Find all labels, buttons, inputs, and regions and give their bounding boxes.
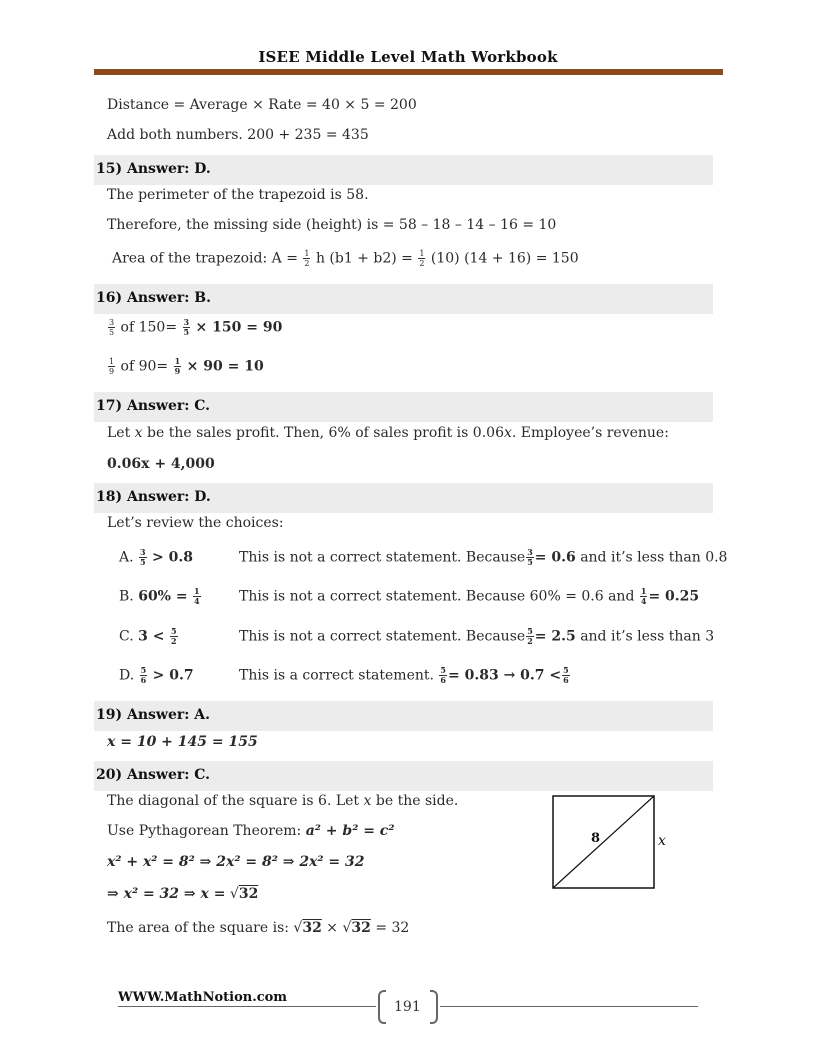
choice-b-explanation: This is not a correct statement. Because 60% = 0.6 and $\frac{1}{4}$ = 0.25 [239, 586, 700, 606]
side-label: x [658, 833, 666, 849]
answer-band-19 [94, 701, 713, 731]
choice-d: D. $\frac{5}{6}$ > 0.7 [119, 665, 194, 685]
choice-a-explanation: This is not a correct statement. Because $\frac{3}{5}$ = 0.6 and it’s less than 0.8 [239, 547, 728, 567]
q18-intro-line: Let’s review the choices: [107, 515, 284, 531]
q16-line-1: $\frac{3}{5}$ of 150= $\frac{3}{5}$ × 150 = 90 [109, 317, 283, 337]
add-both-line: Add both numbers. 200 + 235 = 435 [107, 127, 369, 143]
page-bracket-right [430, 990, 438, 1024]
choice-c: C. 3 < $\frac{5}{2}$ [119, 626, 177, 646]
answer-label-17: 17) Answer: C. [96, 398, 211, 414]
diagonal-label: 8 [591, 831, 601, 846]
q15-area-prefix: Area of the trapezoid: A = [112, 250, 298, 267]
answer-band-15 [94, 155, 713, 185]
answer-label-16: 16) Answer: B. [96, 290, 211, 306]
q20-line-5: The area of the square is: √32 × √32 = 32 [107, 920, 410, 936]
q15-area-end: (10) (14 + 16) = 150 [430, 250, 579, 267]
answer-label-20: 20) Answer: C. [96, 767, 211, 783]
footer-url: WWW.MathNotion.com [118, 990, 288, 1005]
page-header-title: ISEE Middle Level Math Workbook [258, 48, 558, 66]
footer-rule-right [440, 1006, 698, 1007]
fraction-one-half: $\frac{1}{2}$ [419, 249, 425, 268]
footer-rule-left [118, 1006, 376, 1007]
choice-d-explanation: This is a correct statement. $\frac{5}{6}$ = 0.83 → 0.7 < $\frac{5}{6}$ [239, 665, 569, 685]
answer-band-16 [94, 284, 713, 314]
page-number: 191 [394, 999, 421, 1015]
fraction-one-ninth: $\frac{1}{9}$ [174, 356, 181, 376]
square-diagram [548, 790, 678, 894]
distance-line: Distance = Average × Rate = 40 × 5 = 200 [107, 97, 417, 113]
fraction-three-fifths: $\frac{3}{5}$ [183, 317, 190, 337]
fraction-three-fifths: $\frac{3}{5}$ [109, 318, 115, 337]
fraction-one-ninth: $\frac{1}{9}$ [109, 357, 115, 376]
choice-b: B. 60% = $\frac{1}{4}$ [119, 586, 200, 606]
answer-label-15: 15) Answer: D. [96, 161, 211, 177]
q15-missing-line: Therefore, the missing side (height) is = 58 – 18 – 14 – 16 = 10 [107, 217, 557, 233]
q20-line-2: Use Pythagorean Theorem: a² + b² = c² [107, 823, 395, 839]
page-bracket-left [378, 990, 386, 1024]
header-rule [94, 69, 723, 75]
answer-label-19: 19) Answer: A. [96, 707, 211, 723]
q17-line-1: Let x be the sales profit. Then, 6% of sales profit is 0.06x. Employee’s revenue: [107, 425, 669, 441]
fraction-one-half: $\frac{1}{2}$ [304, 249, 310, 268]
q20-line-4: ⇒ x² = 32 ⇒ x = √32 [107, 886, 259, 902]
answer-band-20 [94, 761, 713, 791]
answer-band-18 [94, 483, 713, 513]
answer-band-17 [94, 392, 713, 422]
q15-perimeter-line: The perimeter of the trapezoid is 58. [107, 187, 369, 203]
q20-line-1: The diagonal of the square is 6. Let x be the side. [107, 793, 459, 809]
q17-line-2: 0.06x + 4,000 [107, 456, 215, 472]
q15-area-mid: h (b1 + b2) = [315, 250, 413, 267]
square-diagonal [553, 796, 654, 888]
q15-area-line [112, 249, 579, 268]
q20-line-3: x² + x² = 8² ⇒ 2x² = 8² ⇒ 2x² = 32 [107, 854, 365, 870]
choice-c-explanation: This is not a correct statement. Because $\frac{5}{2}$ = 2.5 and it’s less than 3 [239, 626, 715, 646]
answer-label-18: 18) Answer: D. [96, 489, 211, 505]
choice-a: A. $\frac{3}{5}$ > 0.8 [119, 547, 194, 567]
q19-line: x = 10 + 145 = 155 [107, 734, 258, 750]
q16-line-2: $\frac{1}{9}$ of 90= $\frac{1}{9}$ × 90 = 10 [109, 356, 264, 376]
